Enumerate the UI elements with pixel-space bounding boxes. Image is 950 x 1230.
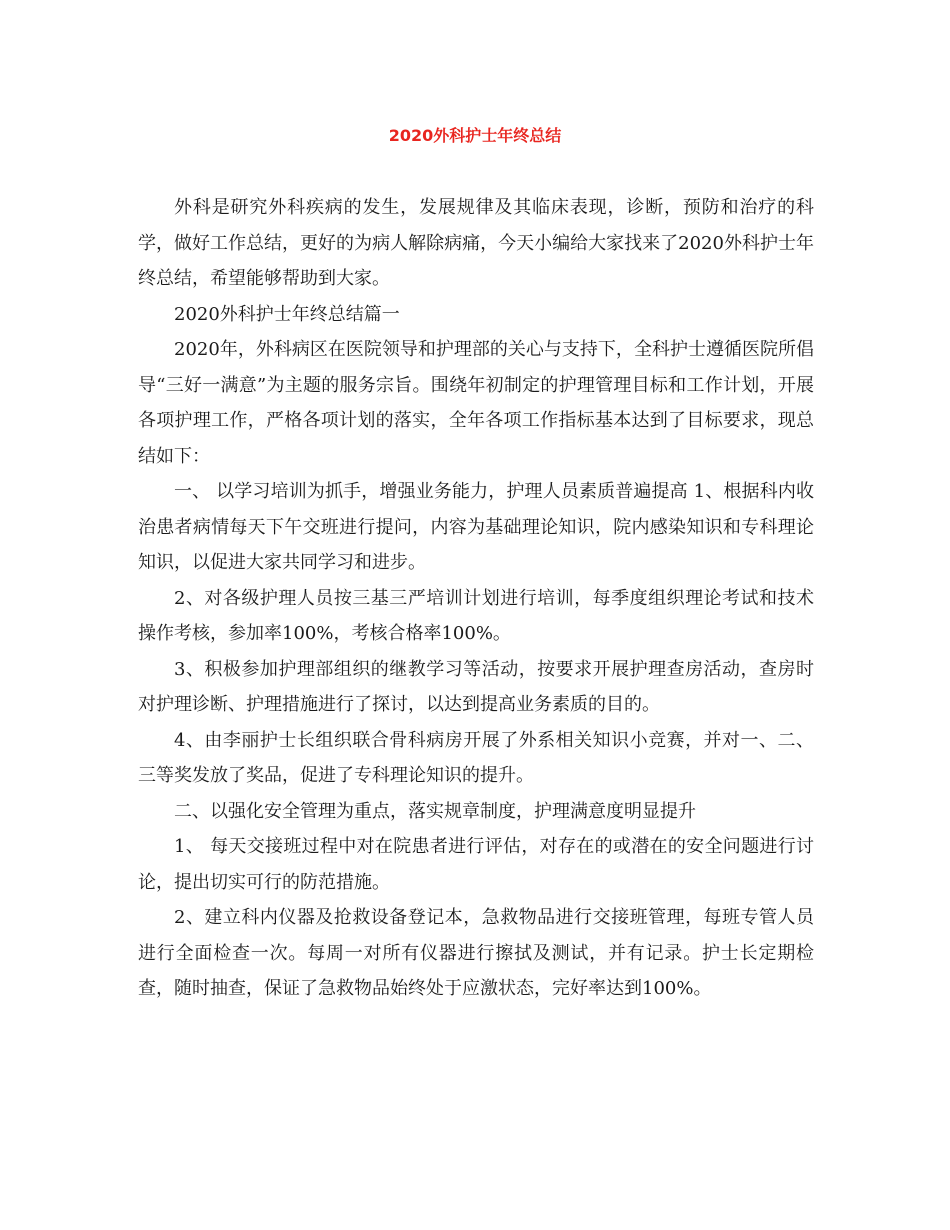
paragraph-part-two-item-2: 2、建立科内仪器及抢救设备登记本，急救物品进行交接班管理，每班专管人员进行全面检查一次。每周一对所有仪器进行擦拭及测试，并有记录。护士长定期检查，随时抽查，保证了急救物品始终处于应激状态，完好率达到100%。 <box>138 907 814 999</box>
paragraph-item-2: 2、对各级护理人员按三基三严培训计划进行培训，每季度组织理论考试和技术操作考核，参加率100%，考核合格率100%。 <box>138 587 814 644</box>
document-body <box>138 190 814 1007</box>
paragraph-item-3: 3、积极参加护理部组织的继教学习等活动，按要求开展护理查房活动，查房时对护理诊断、护理措施进行了探讨，以达到提高业务素质的目的。 <box>138 658 814 715</box>
paragraph-item-4: 4、由李丽护士长组织联合骨科病房开展了外系相关知识小竞赛，并对一、二、三等奖发放了奖品，促进了专科理论知识的提升。 <box>138 729 814 786</box>
paragraph-part-two-item-1: 1、 每天交接班过程中对在院患者进行评估，对存在的或潜在的安全问题进行讨论，提出切实可行的防范措施。 <box>138 836 814 893</box>
paragraph-part-one: 一、 以学习培训为抓手，增强业务能力，护理人员素质普遍提高 1、根据科内收治患者病情每天下午交班进行提问，内容为基础理论知识，院内感染知识和专科理论知识，以促进大家共同学习和进步。 <box>138 481 814 573</box>
paragraph-part-two: 二、以强化安全管理为重点，落实规章制度，护理满意度明显提升 <box>174 800 696 822</box>
paragraph-intro: 外科是研究外科疾病的发生，发展规律及其临床表现，诊断，预防和治疗的科学，做好工作总结，更好的为病人解除病痛，今天小编给大家找来了2020外科护士年终总结，希望能够帮助到大家。 <box>138 197 814 289</box>
document-title: 2020外科护士年终总结 <box>388 126 562 145</box>
paragraph-overview: 2020年，外科病区在医院领导和护理部的关心与支持下，全科护士遵循医院所倡导“三好一满意”为主题的服务宗旨。围绕年初制定的护理管理目标和工作计划，开展各项护理工作，严格各项计划的落实，全年各项工作指标基本达到了目标要求，现总结如下： <box>138 339 814 467</box>
paragraph-section-heading: 2020外科护士年终总结篇一 <box>174 303 400 325</box>
